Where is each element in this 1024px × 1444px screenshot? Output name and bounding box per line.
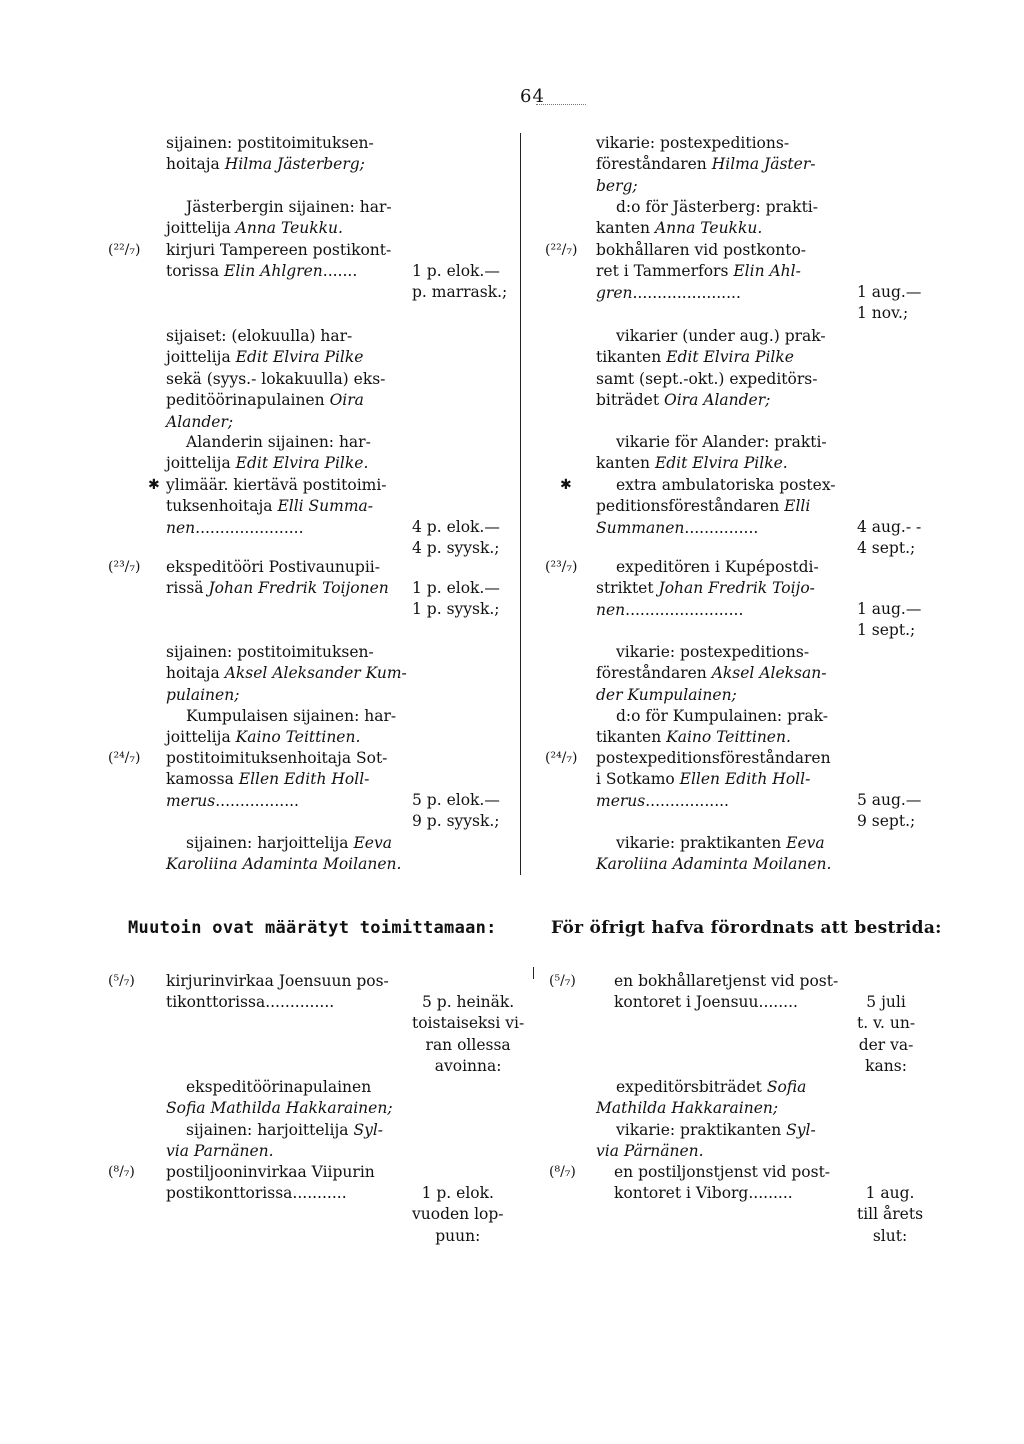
sv-period-joensuu: 5 juli t. v. un- der va- kans:: [857, 993, 916, 1076]
fi-period-viipuri: 1 p. elok. vuoden lop- puun:: [412, 1184, 504, 1245]
sv-entry-teittinen: d:o för Kumpulainen: prak- tikanten Kaino Teittinen.: [596, 707, 829, 747]
sv-entry-alander-sub: vikarie för Alander: prakti- kanten Edit Elvira Pilke.: [596, 433, 827, 473]
sv-entry-substitutes: vikarier (under aug.) prak- tikanten Edit Elvira Pilke samt (sept.-okt.) expeditörs- biträdet Oira Alander;: [596, 327, 826, 410]
fi-entry-moilanen: sijainen: harjoittelija Eeva Karoliina Adaminta Moilanen.: [166, 834, 402, 874]
fi-date-mark-8-7: (⁸/₇): [108, 1164, 135, 1180]
sv-section-heading: För öfrigt hafva förordnats att bestrida:: [551, 918, 942, 938]
fi-entry-joensuu-post: kirjurinvirkaa Joensuun pos- tikonttorissa..............: [166, 972, 389, 1012]
column-divider-bottom: [533, 967, 534, 979]
column-divider-top: [520, 133, 521, 875]
fi-entry-teittinen: Kumpulaisen sijainen: har- joittelija Kaino Teittinen.: [166, 707, 397, 747]
fi-entry-hollmerus: postitoimituksenhoitaja Sot- kamossa Ellen Edith Holl- merus.................: [166, 749, 388, 810]
fi-date-mark-24-7: (²⁴/₇): [108, 750, 141, 766]
fi-entry-hakkarainen: ekspeditöörinapulainen Sofia Mathilda Hakkarainen; sijainen: harjoittelija Syl- via Parnänen.: [166, 1078, 393, 1161]
sv-period-hollmerus: 5 aug.— 9 sept.;: [857, 791, 922, 831]
fi-entry-alander-sub: Alanderin sijainen: har- joittelija Edit Elvira Pilke.: [166, 433, 371, 473]
sv-period-viborg: 1 aug. till årets slut:: [857, 1184, 924, 1245]
fi-period-toijonen: 1 p. elok.— 1 p. syysk.;: [412, 579, 500, 619]
fi-date-mark-23-7: (²³/₇): [108, 559, 141, 575]
sv-entry-moilanen: vikarie: praktikanten Eeva Karoliina Adaminta Moilanen.: [596, 834, 832, 874]
sv-entry-hilma: vikarie: postexpeditions- föreståndaren Hilma Jäster- berg;: [596, 134, 816, 195]
sv-entry-summanen: extra ambulatoriska postex- peditionsföreståndaren Elli Summanen...............: [596, 476, 836, 537]
sv-date-mark-5-7: (⁵/₇): [549, 973, 576, 989]
sv-period-ahlgren: 1 aug.— 1 nov.;: [857, 283, 922, 323]
page-number: 64: [520, 86, 545, 107]
sv-entry-teukku: d:o för Jästerberg: prakti- kanten Anna Teukku.: [596, 198, 818, 238]
fi-entry-kumpulainen: sijainen: postitoimituksen- hoitaja Aksel Aleksander Kum- pulainen;: [166, 643, 407, 704]
fi-asterisk-mark: ✱: [148, 477, 160, 493]
fi-entry-teukku: Jästerbergin sijainen: har- joittelija Anna Teukku.: [166, 198, 392, 238]
sv-asterisk-mark: ✱: [560, 477, 572, 493]
fi-period-summanen: 4 p. elok.— 4 p. syysk.;: [412, 518, 500, 558]
fi-period-hollmerus: 5 p. elok.— 9 p. syysk.;: [412, 791, 500, 831]
fi-section-heading: Muutoin ovat määrätyt toimittamaan:: [128, 918, 497, 938]
fi-entry-substitutes: sijaiset: (elokuulla) har- joittelija Edit Elvira Pilke sekä (syys.- lokakuulla) eks- peditöörinapulainen Oira Alander;: [166, 327, 386, 431]
sv-entry-kumpulainen: vikarie: postexpeditions- föreståndaren Aksel Aleksan- der Kumpulainen;: [596, 643, 827, 704]
fi-date-mark-5-7: (⁵/₇): [108, 973, 135, 989]
sv-entry-toijonen: expeditören i Kupépostdi- striktet Johan Fredrik Toijo- nen........................: [596, 558, 819, 619]
fi-entry-ahlgren: kirjuri Tampereen postikont- torissa Elin Ahlgren.......: [166, 241, 392, 281]
sv-entry-hakkarainen: expeditörsbiträdet Sofia Mathilda Hakkarainen; vikarie: praktikanten Syl- via Pärnänen.: [596, 1078, 816, 1161]
sv-date-mark-24-7: (²⁴/₇): [545, 750, 578, 766]
sv-entry-joensuu-post: en bokhållaretjenst vid post- kontoret i Joensuu........: [614, 972, 839, 1012]
sv-entry-viborg-postman: en postiljonstjenst vid post- kontoret i Viborg.........: [614, 1163, 831, 1203]
sv-date-mark-8-7: (⁸/₇): [549, 1164, 576, 1180]
sv-period-toijonen: 1 aug.— 1 sept.;: [857, 600, 922, 640]
fi-entry-toijonen: ekspeditööri Postivaunupii- rissä Johan Fredrik Toijonen: [166, 558, 389, 598]
page-number-dots: [536, 104, 586, 105]
fi-entry-viipuri-postman: postiljooninvirkaa Viipurin postikonttorissa...........: [166, 1163, 375, 1203]
sv-date-mark-23-7: (²³/₇): [545, 559, 578, 575]
fi-period-joensuu: 5 p. heinäk. toistaiseksi vi- ran ollessa avoinna:: [412, 993, 525, 1076]
sv-date-mark-22-7: (²²/₇): [545, 242, 578, 258]
fi-entry-hilma: sijainen: postitoimituksen- hoitaja Hilma Jästerberg;: [166, 134, 374, 174]
fi-period-ahlgren: 1 p. elok.— p. marrask.;: [412, 262, 508, 302]
sv-entry-hollmerus: postexpeditionsföreståndaren i Sotkamo Ellen Edith Holl- merus.................: [596, 749, 831, 810]
sv-entry-ahlgren: bokhållaren vid postkonto- ret i Tammerfors Elin Ahl- gren......................: [596, 241, 807, 302]
fi-date-mark-22-7: (²²/₇): [108, 242, 141, 258]
fi-entry-summanen: ylimäär. kiertävä postitoimi- tuksenhoitaja Elli Summa- nen......................: [166, 476, 387, 537]
sv-period-summanen: 4 aug.- - 4 sept.;: [857, 518, 922, 558]
